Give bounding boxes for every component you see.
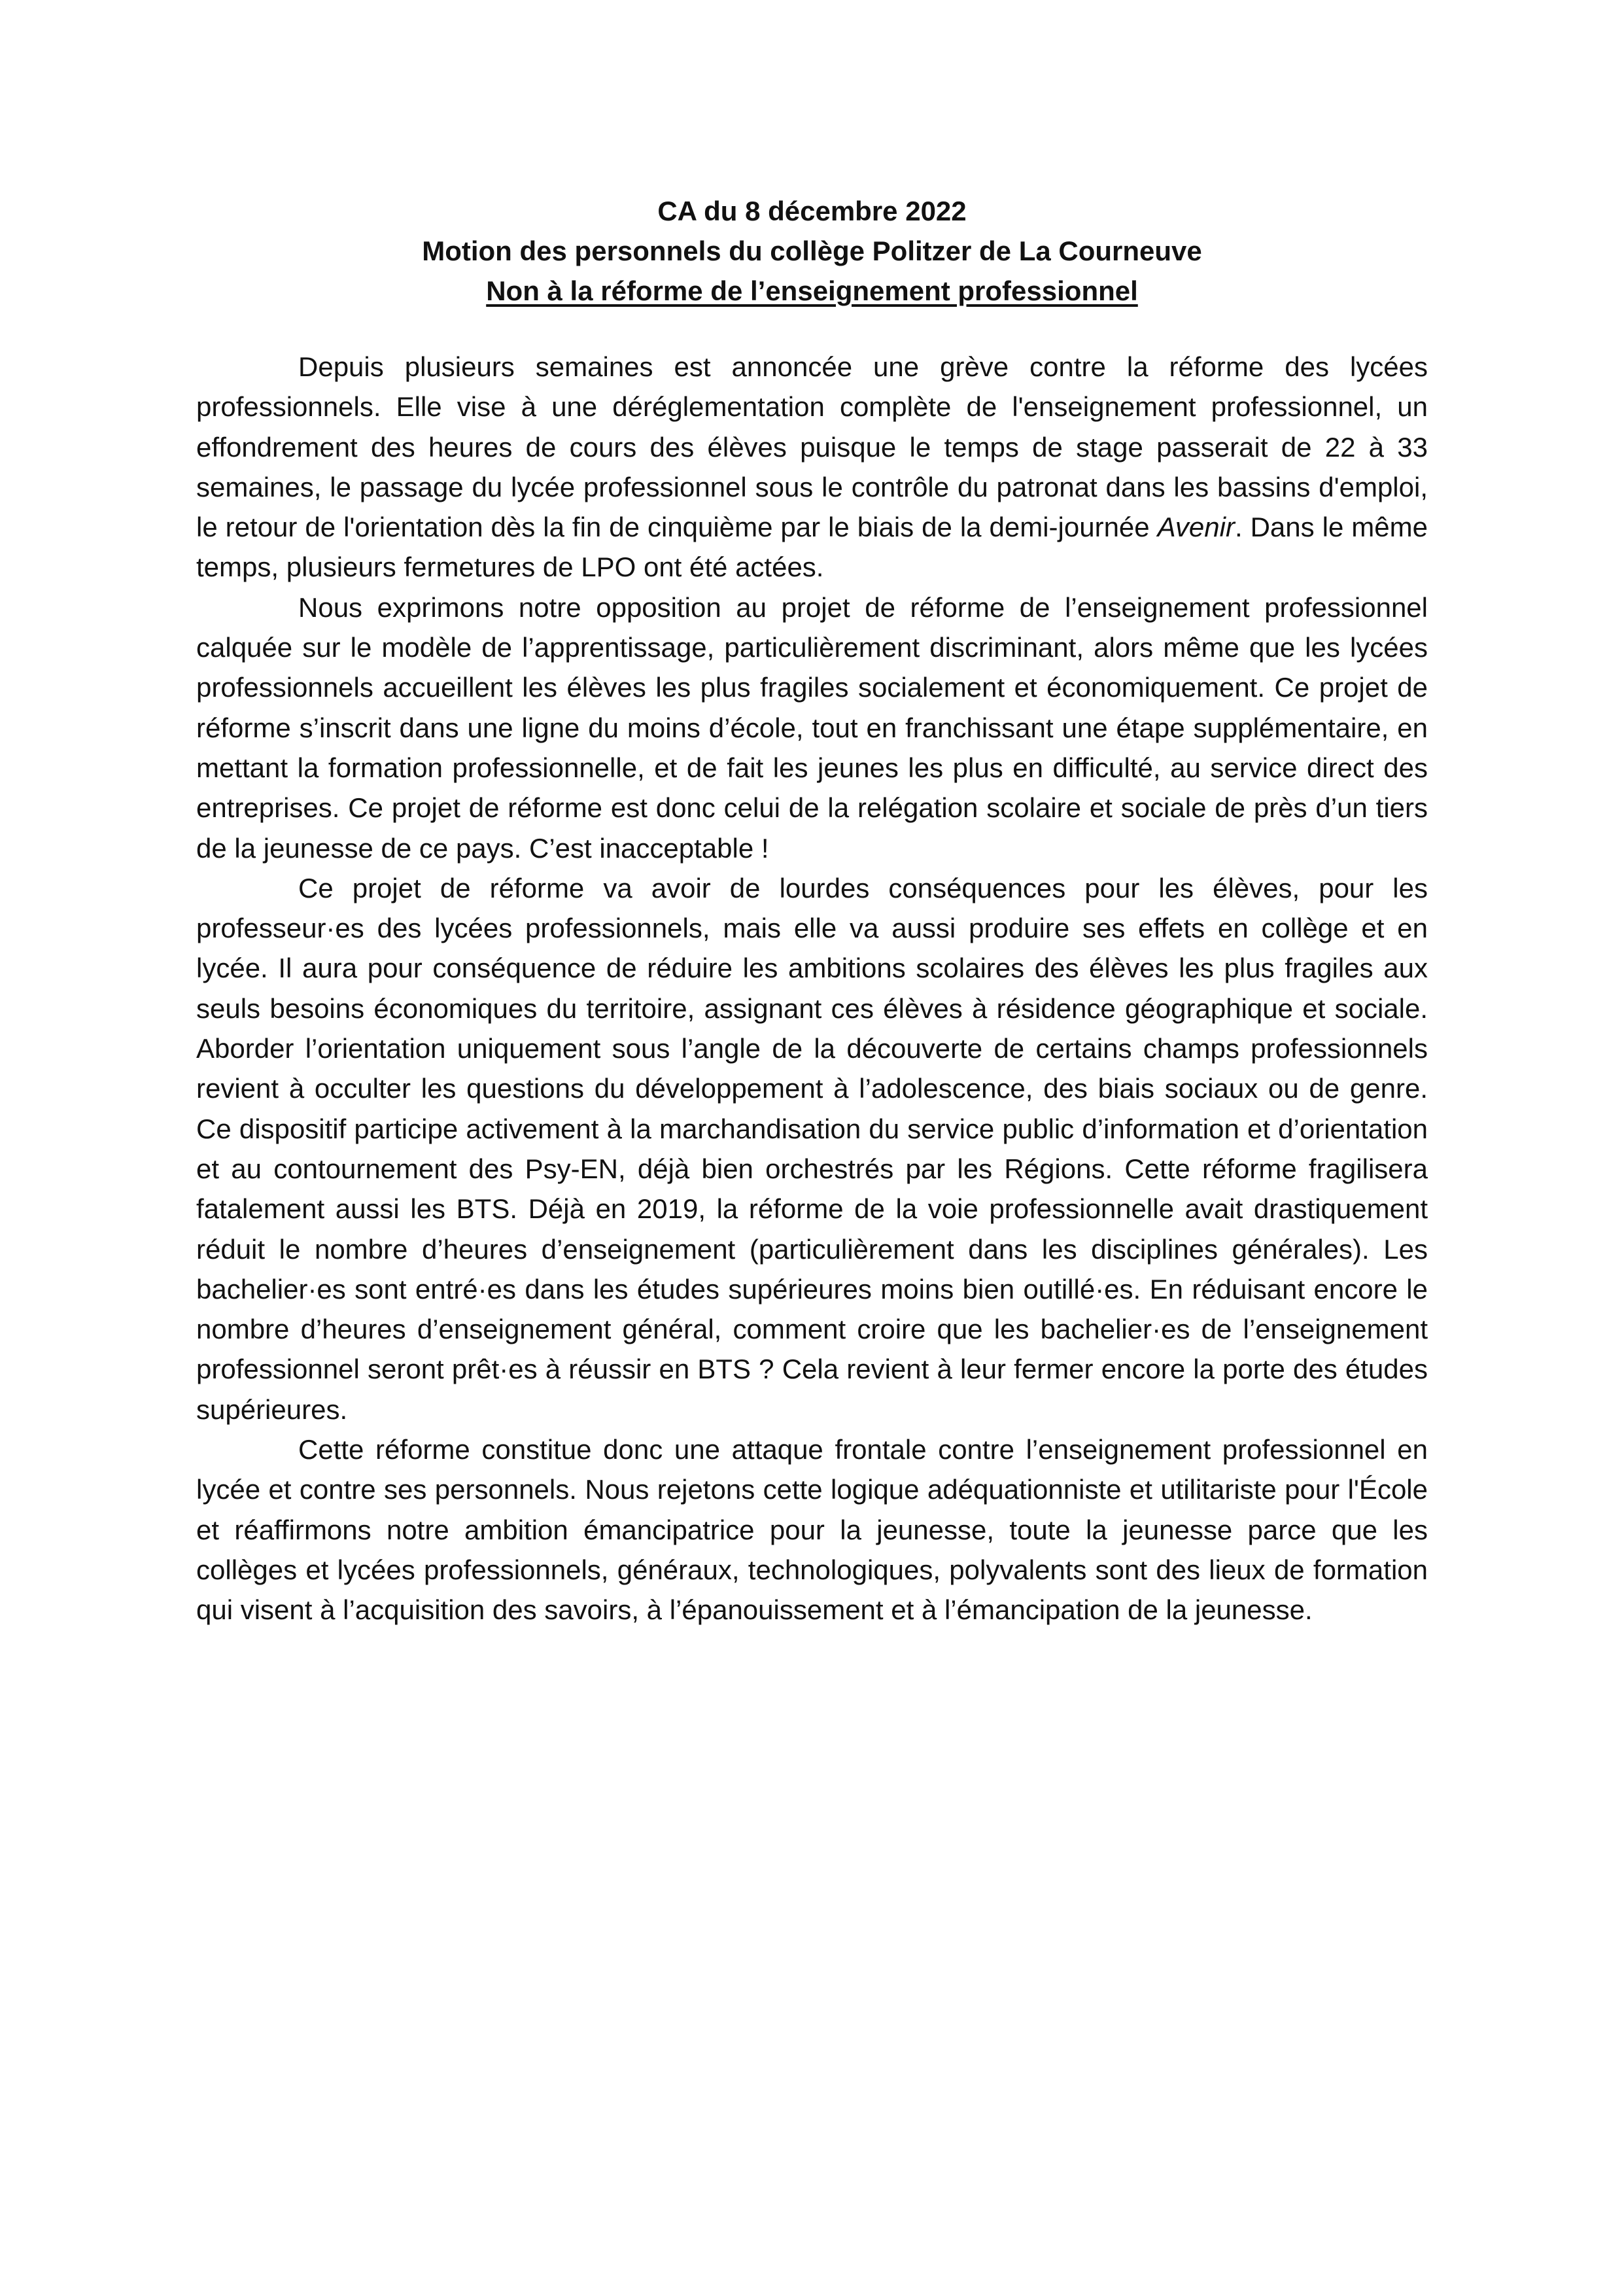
paragraph-3: Ce projet de réforme va avoir de lourdes conséquences pour les élèves, pour les professeur·es des lycées professionnels, mais elle va aussi produire ses effets en collège et en lycée. Il aura pour conséquence de réduire les ambitions scolaires des élèves les plus fragiles aux seuls besoins économiques du territoire, assignant ces élèves à résidence géographique et sociale. Aborder l’orientation uniquement sous l’angle de la découverte de certains champs professionnels revient à occulter les questions du développement à l’adolescence, des biais sociaux ou de genre. Ce dispositif participe activement à la marchandisation du service public d’information et d’orientation et au contournement des Psy-EN, déjà bien orchestrés par les Régions. Cette réforme fragilisera fatalement aussi les BTS. Déjà en 2019, la réforme de la voie professionnelle avait drastiquement réduit le nombre d’heures d’enseignement (particulièrement dans les disciplines générales). Les bachelier·es sont entré·es dans les études supérieures moins bien outillé·es. En réduisant encore le nombre d’heures d’enseignement général, comment croire que les bachelier·es de l’enseignement professionnel seront prêt·es à réussir en BTS ? Cela revient à leur fermer encore la porte des études supérieures. [196,872,1428,1425]
motion-body [196,347,1428,1630]
paragraph-1 [196,347,1428,587]
meeting-date-heading: CA du 8 décembre 2022 [657,196,967,226]
paragraph-1-text-start: Depuis plusieurs semaines est annoncée une grève contre la réforme des lycées professionnels. Elle vise à une déréglementation complète de l'enseignement professionnel, un effondrement des heures de cours des élèves puisque le temps de stage passerait de 22 à 33 semaines, le passage du lycée professionnel sous le contrôle du patronat dans les bassins d'emploi, le retour de l'orientation dès la fin de cinquième par le biais de la demi-journée [196,351,1428,543]
paragraph-4: Cette réforme constitue donc une attaque frontale contre l’enseignement professionnel en lycée et contre ses personnels. Nous rejetons cette logique adéquationniste et utilitariste pour l'École et réaffirmons notre ambition émancipatrice pour la jeunesse, toute la jeunesse parce que les collèges et lycées professionnels, généraux, technologiques, polyvalents sont des lieux de formation qui visent à l’acquisition des savoirs, à l’épanouissement et à l’émancipation de la jeunesse. [196,1434,1428,1626]
motion-header [196,191,1428,311]
motion-title: Motion des personnels du collège Politzer de La Courneuve [422,236,1202,266]
paragraph-1-italic: Avenir [1157,512,1235,543]
motion-subtitle: Non à la réforme de l’enseignement professionnel [486,275,1138,306]
paragraph-1-text-end: . Dans le même temps, plusieurs fermetures de LPO ont été actées. [196,512,1428,583]
paragraph-2: Nous exprimons notre opposition au projet de réforme de l’enseignement professionnel calquée sur le modèle de l’apprentissage, particulièrement discriminant, alors même que les lycées professionnels accueillent les élèves les plus fragiles socialement et économiquement. Ce projet de réforme s’inscrit dans une ligne du moins d’école, tout en franchissant une étape supplémentaire, en mettant la formation professionnelle, et de fait les jeunes les plus en difficulté, au service direct des entreprises. Ce projet de réforme est donc celui de la relégation scolaire et sociale de près d’un tiers de la jeunesse de ce pays. C’est inacceptable ! [196,591,1428,864]
